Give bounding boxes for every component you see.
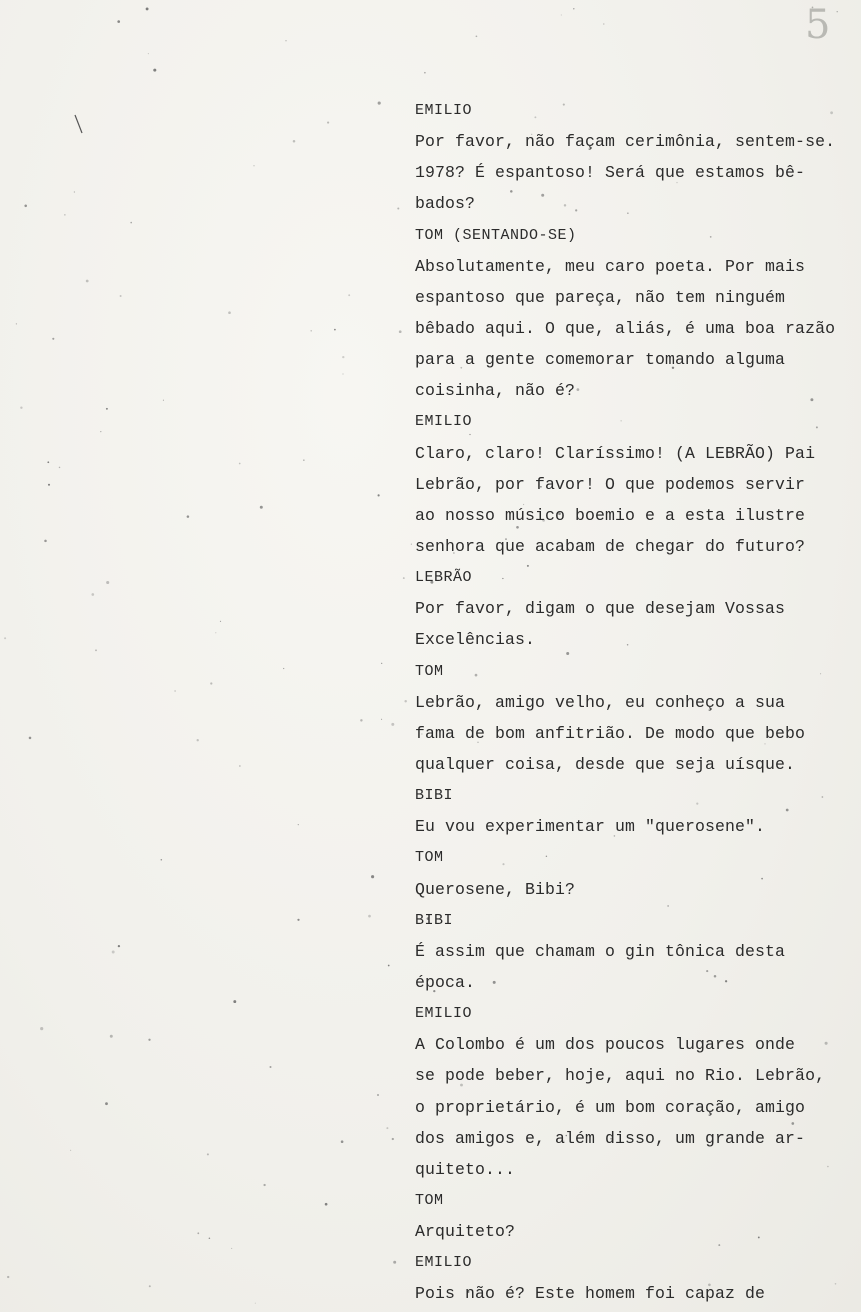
paper-speck [118,945,120,947]
page-number: 5 [805,2,831,48]
paper-speck [260,506,263,509]
paper-speck [360,719,362,721]
paper-speck [106,408,108,410]
paper-speck [163,400,164,401]
paper-speck [603,23,604,24]
paper-speck [105,1102,108,1105]
paper-speck [174,690,176,692]
dialogue-line: espantoso que pareça, não tem ninguém [415,287,786,307]
paper-speck [253,165,254,166]
paper-speck [388,965,390,967]
paper-speck [161,859,163,861]
dialogue-line: dos amigos e, além disso, um grande ar- [415,1128,806,1148]
dialogue-line: Excelências. [415,630,536,650]
paper-speck [837,11,838,12]
dialogue-line: qualquer coisa, desde que seja uísque. [415,754,796,774]
paper-speck [381,663,382,664]
paper-speck [377,1094,379,1096]
paper-speck [573,8,574,9]
dialogue-line: É assim que chamam o gin tônica desta [415,941,786,961]
paper-speck [397,207,399,209]
paper-speck [110,1035,113,1038]
paper-speck [399,330,402,333]
paper-speck [130,222,132,224]
paper-speck [342,356,344,358]
paper-speck [310,330,312,332]
dialogue-line: se pode beber, hoje, aqui no Rio. Lebrão, [415,1066,826,1086]
dialogue-line: época. [415,972,476,992]
dialogue-line: quiteto... [415,1159,516,1179]
paper-speck [86,280,89,283]
paper-speck [368,915,371,918]
pencil-mark [75,115,82,133]
paper-speck [269,1066,271,1068]
dialogue-line: Por favor, digam o que desejam Vossas [415,599,786,619]
speaker-name: TOM (SENTANDO-SE) [415,226,577,244]
speaker-name: LEBRÃO [415,569,473,587]
paper-speck [424,72,426,74]
paper-speck [40,1027,43,1030]
paper-speck [371,875,374,878]
paper-speck [117,20,120,23]
paper-speck [303,460,304,461]
paper-speck [239,463,241,465]
paper-speck [197,739,199,741]
dialogue-line: Arquiteto? [415,1222,516,1242]
speaker-name: BIBI [415,911,454,929]
paper-speck [210,682,212,684]
paper-speck [20,407,22,409]
dialogue-line: Eu vou experimentar um "querosene". [415,817,766,837]
paper-speck [476,35,478,37]
paper-speck [24,205,27,208]
paper-speck [100,431,101,432]
speaker-name: EMILIO [415,1254,473,1272]
dialogue-line: o proprietário, é um bom coração, amigo [415,1097,806,1117]
paper-speck [348,294,350,296]
paper-speck [378,494,380,496]
paper-speck [4,637,6,639]
dialogue-line: bados? [415,194,476,214]
paper-speck [393,1261,396,1264]
dialogue-line: bêbado aqui. O que, aliás, é uma boa razão [415,318,836,338]
paper-speck [283,668,284,669]
dialogue-line: Lebrão, por favor! O que podemos servir [415,474,806,494]
dialogue-line: Absolutamente, meu caro poeta. Por mais [415,256,806,276]
paper-speck [561,14,562,15]
paper-speck [381,719,382,720]
paper-speck [74,191,75,192]
speaker-name: TOM [415,849,444,867]
paper-speck [47,461,49,463]
paper-speck [334,329,336,331]
paper-speck [29,737,32,740]
dialogue-line: A Colombo é um dos poucos lugares onde [415,1035,796,1055]
paper-speck [112,951,115,954]
speaker-name: EMILIO [415,413,473,431]
paper-speck [285,40,286,41]
paper-speck [233,1000,236,1003]
paper-speck [255,1303,256,1304]
paper-speck [64,214,65,215]
dialogue-line: Querosene, Bibi? [415,879,576,899]
paper-speck [220,621,221,622]
paper-speck [146,7,149,10]
paper-speck [231,1248,232,1249]
dialogue-line: coisinha, não é? [415,381,576,401]
paper-speck [149,1285,151,1287]
dialogue-line: 1978? É espantoso! Será que estamos bê- [415,163,806,183]
paper-speck [187,515,190,518]
paper-speck [48,484,50,486]
paper-speck [403,577,405,579]
paper-speck [16,323,17,324]
speaker-name: EMILIO [415,102,473,119]
paper-speck [341,1140,344,1143]
paper-speck [91,593,94,596]
dialogue-line: Pois não é? Este homem foi capaz de [415,1284,766,1304]
paper-speck [59,467,61,469]
paper-speck [209,1238,211,1240]
paper-speck [70,1150,71,1151]
paper-speck [386,1127,388,1129]
paper-speck [44,540,47,543]
dialogue-line: ao nosso músico boemio e a esta ilustre [415,505,806,525]
paper-speck [327,122,329,124]
dialogue-line: Claro, claro! Claríssimo! (A LEBRÃO) Pai [415,443,816,463]
paper-speck [7,1276,9,1278]
paper-speck [392,1138,394,1140]
dialogue-line: fama de bom anfitrião. De modo que bebo [415,723,806,743]
speaker-name: TOM [415,1191,444,1209]
paper-speck [207,1153,209,1155]
dialogue-line: Por favor, não façam cerimônia, sentem-se. [415,132,836,152]
paper-speck [153,69,156,72]
dialogue-line: para a gente comemorar tomando alguma [415,350,786,370]
paper-speck [197,1232,199,1234]
speaker-name: BIBI [415,787,454,805]
paper-speck [148,1039,150,1041]
paper-speck [378,102,381,105]
paper-speck [228,311,231,314]
speaker-name: TOM [415,662,444,680]
paper-speck [404,700,406,702]
paper-speck [293,140,296,143]
paper-speck [106,581,109,584]
paper-speck [411,544,412,545]
speaker-name: EMILIO [415,1005,473,1023]
paper-speck [325,1203,328,1206]
paper-speck [297,919,299,921]
paper-speck [263,1184,265,1186]
paper-speck [343,374,344,375]
paper-speck [95,649,97,651]
script-body [415,95,861,1309]
paper-speck [391,723,394,726]
paper-speck [239,765,240,766]
paper-speck [298,824,299,825]
paper-speck [120,295,122,297]
dialogue-line: Lebrão, amigo velho, eu conheço a sua [415,692,786,712]
paper-speck [52,338,54,340]
paper-speck [215,632,216,633]
paper-speck [148,53,149,54]
dialogue-line: senhora que acabam de chegar do futuro? [415,536,806,556]
